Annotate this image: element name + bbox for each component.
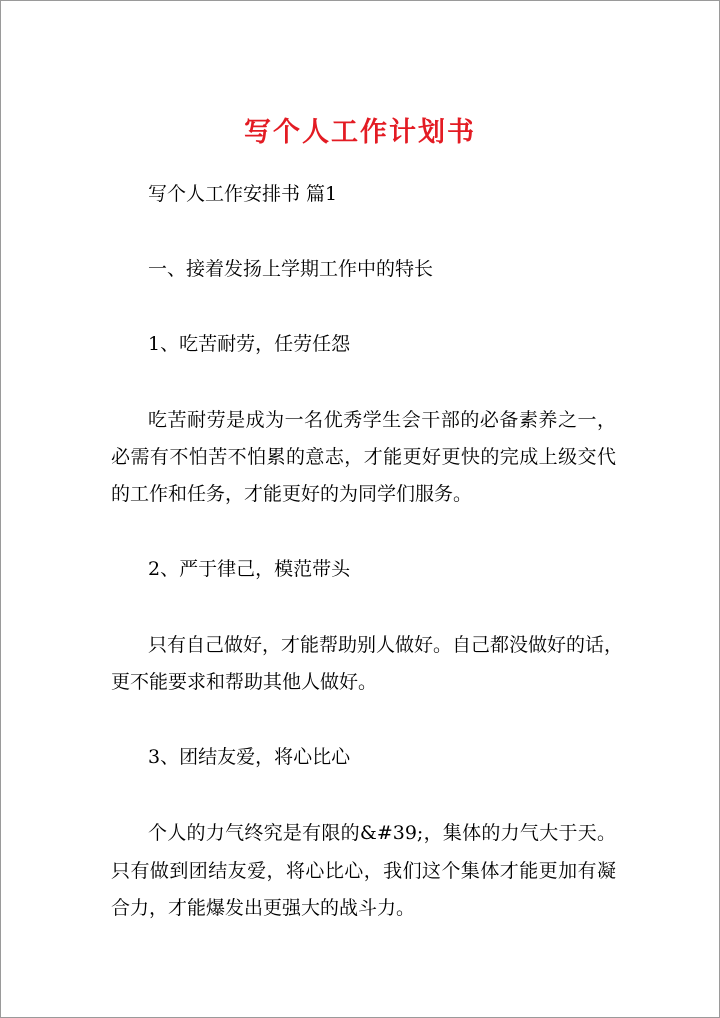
paragraph-3-line-3: 合力，才能爆发出更强大的战斗力。 <box>111 897 416 919</box>
point-heading: 一、接着发扬上学期工作中的特长 <box>148 258 434 280</box>
paragraph-2-line-1: 只有自己做好，才能帮助别人做好。自己都没做好的话， <box>148 634 624 656</box>
paragraph-3-line-2: 只有做到团结友爱，将心比心，我们这个集体才能更加有凝 <box>111 860 616 882</box>
paragraph-1-line-3: 的工作和任务，才能更好的为同学们服务。 <box>111 483 473 505</box>
paragraph-2-line-2: 更不能要求和帮助其他人做好。 <box>111 671 378 693</box>
paragraph-1-line-2: 必需有不怕苦不怕累的意志，才能更好更快的完成上级交代 <box>111 446 616 468</box>
subpoint-heading-2: 2、严于律己，模范带头 <box>148 558 351 580</box>
document-title: 写个人工作计划书 <box>244 117 476 148</box>
section-heading: 写个人工作安排书 篇1 <box>148 183 338 205</box>
paragraph-3-line-1: 个人的力气终究是有限的&#39;，集体的力气大于天。 <box>148 822 616 844</box>
paragraph-1-line-1: 吃苦耐劳是成为一名优秀学生会干部的必备素养之一， <box>148 409 616 431</box>
subpoint-heading-1: 1、吃苦耐劳，任劳任怨 <box>148 333 351 355</box>
subpoint-heading-3: 3、团结友爱，将心比心 <box>148 746 351 768</box>
